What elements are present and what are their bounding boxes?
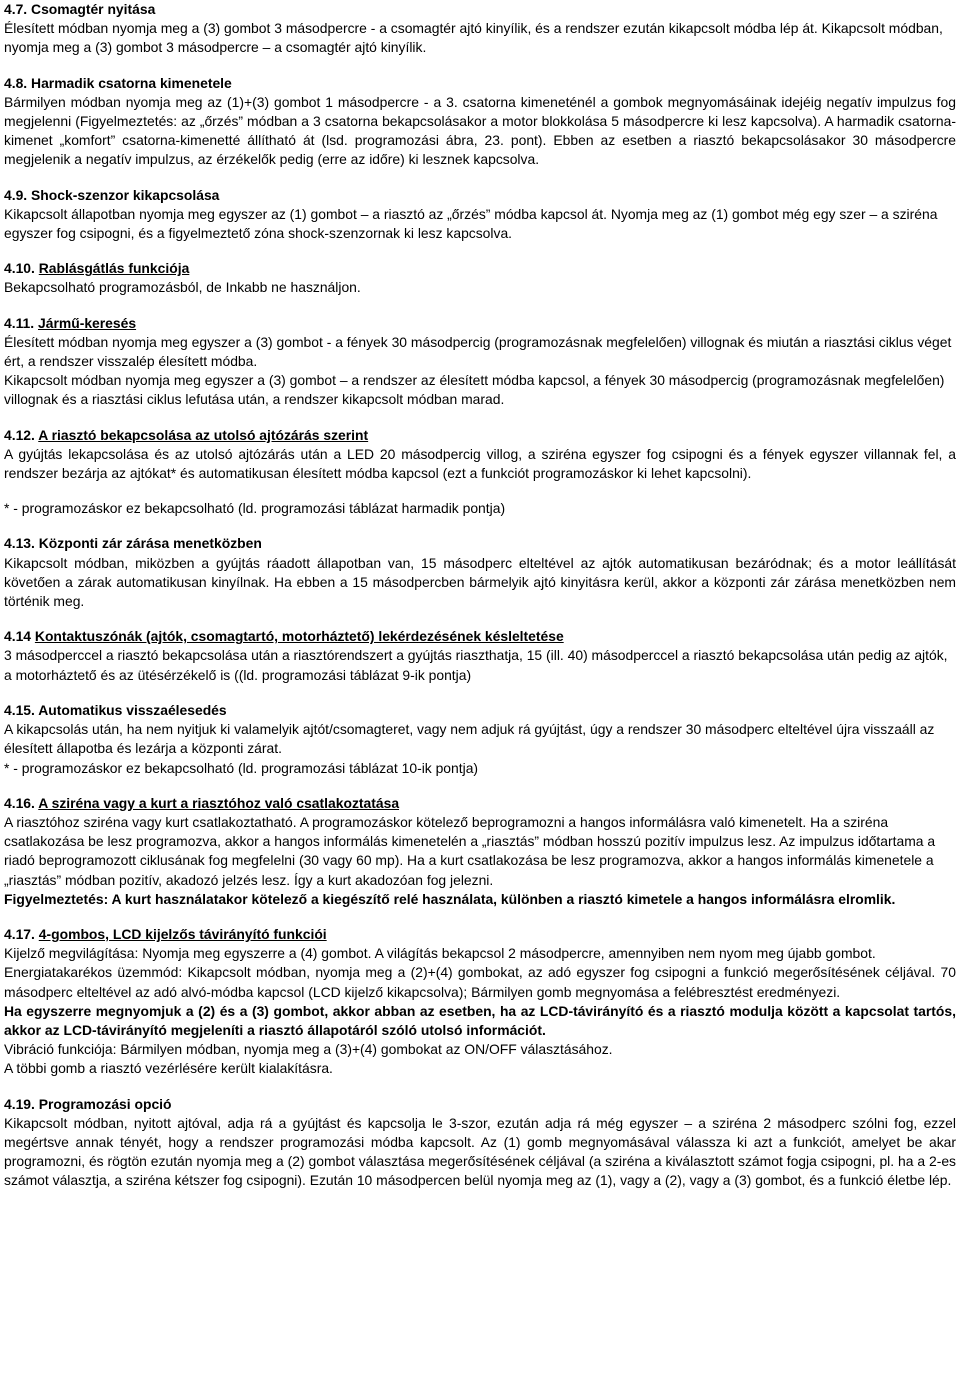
section-gap — [4, 778, 956, 794]
section-4-8 — [4, 74, 956, 170]
heading-number: 4.9. — [4, 186, 28, 203]
section-4-16 — [4, 794, 956, 909]
heading-number: 4.15. — [4, 701, 35, 718]
paragraph: Ha egyszerre megnyomjuk a (2) és a (3) gombot, akkor abban az esetben, ha az LCD-távirányító és a riasztó modulja között a kapcsolat tartós, akkor az LCD-távirányító megjeleníti a riasztó állapotáról szóló utolsó információt. — [4, 1002, 956, 1038]
paragraph: Kijelző megvilágítása: Nyomja meg egyszerre a (4) gombot. A világítás bekapcsol 2 másodpercre, amennyiben nem nyom meg újabb gombot. — [4, 945, 876, 962]
section-heading — [4, 534, 956, 553]
heading-title: Shock-szenzor kikapcsolása — [31, 186, 220, 203]
section-4-19 — [4, 1095, 956, 1191]
section-gap — [4, 298, 956, 314]
paragraph: Kikapcsolt módban, miközben a gyújtás ráadott állapotban van, 15 másodperc elteltével az ajtók automatikusan bezáródnak; és a motor leállítását követően a zárak automatikusan kinyílnak. Ha ebben a 15 másodpercben bármelyik ajtó kinyitásra kerül, akkor a központi zár zárása menetközben nem történik meg. — [4, 554, 956, 610]
paragraph: Bármilyen módban nyomja meg az (1)+(3) gombot 1 másodpercre - a 3. csatorna kimeneténél a gombok megnyomásáinak idejéig negatív impulzus fog megjelenni (Figyelmeztetés: az „őrzés” módban a 3 csatorna bekapcsolásakor a motor blokkolása 5 másodpercre ki lesz kapcsolva). A harmadik csatorna-kimenet „komfort” csatorna-kimenetté állítható át (lsd. programozási ábra, 23. pont). Ebben az esetben a riasztó bekapcsolásakor 30 másodpercre megjelenik a negatív impulzus, az érzékelők pedig (erre az időre) ki lesznek kapcsolva. — [4, 93, 956, 168]
paragraph: Kikapcsolt állapotban nyomja meg egyszer az (1) gombot – a riasztó az „őrzés” módba kapcsol át. Nyomja meg az (1) gombot még egy szer – a sziréna egyszer fog csipogni, és a figyelmeztető zóna shock-szenzornak ki lesz kapcsolva. — [4, 205, 938, 242]
section-gap — [4, 909, 956, 925]
heading-title: Jármű-keresés — [38, 314, 137, 331]
paragraph: Vibráció funkciója: Bármilyen módban, nyomja meg a (3)+(4) gombokat az ON/OFF választásához. — [4, 1041, 613, 1058]
heading-number: 4.7. — [4, 1, 28, 17]
section-gap — [4, 518, 956, 534]
footnote: * - programozáskor ez bekapcsolható (ld. programozási táblázat harmadik pontja) — [4, 500, 506, 517]
heading-number: 4.10. — [4, 260, 35, 277]
section-heading — [4, 1095, 956, 1114]
section-4-9 — [4, 186, 956, 244]
section-4-10 — [4, 259, 956, 297]
section-4-15 — [4, 701, 956, 778]
section-heading — [4, 627, 956, 646]
section-gap — [4, 58, 956, 74]
section-4-12 — [4, 426, 956, 519]
heading-title: Automatikus visszaélesedés — [38, 701, 227, 718]
paragraph: A riasztóhoz sziréna vagy kurt csatlakoztatható. A programozáskor kötelező beprogramozni a hangos informálásra való kimenetelt. Ha a sziréna csatlakozása be lesz programozva, akkor a hangos informálás kimenetelén a „riasztás” módban hosszú pozitív impulzus lesz. Az impulzus időtartama a riadó beprogramozott ciklusának fog megfelelni (30 vagy 60 mp). Ha a kurt csatlakozása be lesz programozva, akkor a hangos informálás kimenetele a „riasztás” módban pozitív, akadozó jelzés lesz. Így a kurt akadozóan fog jelezni. — [4, 813, 936, 888]
section-heading — [4, 74, 956, 93]
heading-title: Harmadik csatorna kimenetele — [31, 74, 232, 91]
section-heading — [4, 186, 956, 205]
section-gap — [4, 170, 956, 186]
heading-number: 4.13. — [4, 535, 35, 552]
section-heading — [4, 426, 956, 445]
section-4-14 — [4, 627, 956, 685]
heading-title: A riasztó bekapcsolása az utolsó ajtózárás szerint — [38, 426, 369, 443]
section-gap — [4, 243, 956, 259]
section-heading — [4, 314, 956, 333]
section-heading — [4, 925, 956, 944]
paragraph: A kikapcsolás után, ha nem nyitjuk ki valamelyik ajtót/csomagteret, vagy nem adjuk rá gyújtást, úgy a rendszer 30 másodperc elteltével újra visszaáll az élesített állapotba és lezárja a központi zárat. — [4, 721, 935, 757]
heading-number: 4.12. — [4, 426, 35, 443]
note-gap — [4, 483, 956, 499]
paragraph: Kikapcsolt módban, nyitott ajtóval, adja rá a gyújtást és kapcsolja le 3-szor, ezután adja rá még egyszer – a sziréna 2 másodperc szólni fog, ezzel megértsve annak tényét, hogy a rendszer programozási módba kapcsolt. Az (1) gomb megnyomásával válassza ki azt a funkciót, amelyet be akar programozni, és rögtön ezután nyomja meg a (2) gombot választása megerősítésének céljával (a sziréna a kiválasztott számot fogja csipogni, pl. ha a 2-es számot választja, a sziréna kétszer fog csipogni). Ezután 10 másodpercen belül nyomja meg az (1), vagy a (2), vagy a (3) gombot, és a funkció életbe lép. — [4, 1114, 956, 1189]
paragraph: A többi gomb a riasztó vezérlésére került kialakításra. — [4, 1060, 333, 1077]
section-4-11 — [4, 314, 956, 410]
section-4-7 — [4, 0, 956, 58]
section-heading — [4, 259, 956, 278]
paragraph: Élesített módban nyomja meg a (3) gombot 3 másodpercre - a csomagtér ajtó kinyílik, és a rendszer ezután kikapcsolt módba lép át. Kikapcsolt módban, nyomja meg a (3) gombot 3 másodpercre – a csomagtér ajtó kinyílik. — [4, 20, 943, 56]
section-gap — [4, 1079, 956, 1095]
heading-title: A sziréna vagy a kurt a riasztóhoz való csatlakoztatása — [38, 794, 400, 811]
heading-title: Központi zár zárása menetközben — [38, 535, 262, 552]
section-heading — [4, 0, 956, 19]
paragraph: A gyújtás lekapcsolása és az utolsó ajtózárás után a LED 20 másodpercig villog, a sziréna egyszer fog csipogni és a fények egyszer villannak fel, a rendszer bezárja az ajtókat* és automatikusan élesített módba kapcsol (ezt a funkciót programozáskor ki lehet kapcsolni). — [4, 445, 956, 482]
heading-number: 4.19. — [4, 1095, 35, 1112]
paragraph: Energiatakarékos üzemmód: Kikapcsolt módban, nyomja meg a (2)+(4) gombokat, az adó egyszer fog csipogni a funkció megerősítésének céljával. 70 másodperc elteltével az adó alvó-módba kapcsol (LCD kijelző kikapcsolva); Bármilyen gomb megnyomása a felébresztést eredményezi. — [4, 964, 956, 1000]
heading-number: 4.16. — [4, 794, 35, 811]
heading-title: Csomagtér nyitása — [31, 1, 156, 17]
heading-number: 4.8. — [4, 74, 28, 91]
heading-title: Kontaktuszónák (ajtók, csomagtartó, motorháztető) lekérdezésének késleltetése — [34, 628, 564, 645]
section-gap — [4, 410, 956, 426]
section-heading — [4, 794, 956, 813]
paragraph: 3 másodperccel a riasztó bekapcsolása után a riasztórendszert a gyújtás riaszthatja, 15 (ill. 40) másodperccel a riasztó bekapcsolása után pedig az ajtók, a motorháztető és az ütésérzékelő is ((ld. programozási táblázat 9-ik pontja) — [4, 647, 948, 683]
heading-title: Rablásgátlás funkciója — [38, 260, 190, 277]
section-heading — [4, 701, 956, 720]
heading-title: Programozási opció — [38, 1095, 172, 1112]
paragraph: Élesített módban nyomja meg egyszer a (3) gombot - a fények 30 másodpercig (programozásnak megfelelően) villognak és miután a riasztási ciklus véget ért, a rendszer visszalép élesített módba. — [4, 333, 952, 370]
heading-number: 4.14 — [4, 628, 32, 645]
paragraph: Bekapcsolható programozásból, de Inkabb ne használjon. — [4, 279, 361, 296]
section-gap — [4, 685, 956, 701]
section-4-13 — [4, 534, 956, 611]
paragraph: Kikapcsolt módban nyomja meg egyszer a (3) gombot – a rendszer az élesített módba kapcsol, a fények 30 másodpercig (programozásnak megfelelően) villognak és a riasztási ciklus lefutása után, a rendszer kikapcsolt módban marad. — [4, 372, 945, 408]
heading-number: 4.11. — [4, 314, 35, 331]
footnote: * - programozáskor ez bekapcsolható (ld. programozási táblázat 10-ik pontja) — [4, 759, 479, 776]
paragraph: Figyelmeztetés: A kurt használatakor kötelező a kiegészítő relé használata, különben a riasztó kimetele a hangos informálásra elromlik. — [4, 890, 896, 907]
section-4-17 — [4, 925, 956, 1079]
section-gap — [4, 611, 956, 627]
heading-number: 4.17. — [4, 925, 35, 942]
heading-title: 4-gombos, LCD kijelzős távirányító funkciói — [38, 925, 327, 942]
